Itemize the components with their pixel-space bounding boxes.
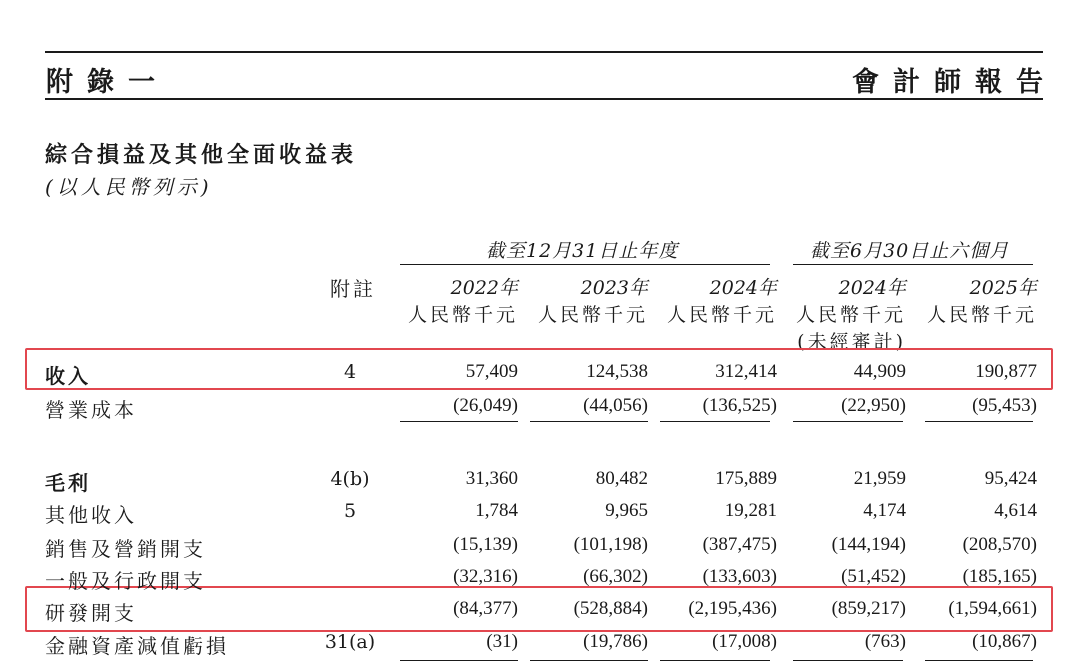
row-value: 31,360: [465, 468, 518, 489]
row-value: (136,525): [702, 395, 777, 416]
row-value: 44,909: [853, 361, 906, 382]
column-unit: 人民幣千元: [926, 304, 1037, 326]
column-unit: 人民幣千元: [795, 304, 906, 326]
row-value: 190,877: [975, 361, 1037, 382]
subtotal-underline: [660, 421, 770, 422]
subtotal-underline: [530, 421, 648, 422]
row-value: (19,786): [583, 631, 648, 652]
row-value: 312,414: [715, 361, 777, 382]
period-full-year-rule: [400, 264, 770, 265]
note-column-heading: 附註: [330, 277, 376, 301]
column-year: 2022年: [450, 277, 518, 299]
column-unaudited-note: (未經審計): [797, 331, 906, 353]
subtotal-underline: [793, 660, 903, 661]
row-value: (387,475): [702, 534, 777, 555]
row-value: (22,950): [841, 395, 906, 416]
row-value: (31): [486, 631, 518, 652]
row-label: 毛利: [45, 471, 91, 495]
row-value: (528,884): [573, 598, 648, 619]
row-value: 9,965: [605, 500, 648, 521]
row-value: (101,198): [573, 534, 648, 555]
period-half-year: 截至6月30日止六個月: [810, 240, 1010, 262]
subtotal-underline: [925, 421, 1033, 422]
row-value: (15,139): [453, 534, 518, 555]
row-value: (859,217): [831, 598, 906, 619]
row-value: (2,195,436): [688, 598, 777, 619]
header-bottom-rule: [45, 98, 1043, 100]
row-label: 營業成本: [45, 398, 137, 422]
row-label: 金融資產減值虧損: [45, 634, 229, 658]
subtotal-underline: [400, 421, 518, 422]
row-value: (95,453): [972, 395, 1037, 416]
subtotal-underline: [530, 660, 648, 661]
row-label: 銷售及營銷開支: [45, 537, 206, 561]
column-year: 2023年: [580, 277, 648, 299]
column-unit: 人民幣千元: [666, 304, 777, 326]
row-value: (133,603): [702, 566, 777, 587]
statement-title: 綜合損益及其他全面收益表: [45, 142, 358, 168]
row-value: 19,281: [724, 500, 777, 521]
row-value: 4,174: [863, 500, 906, 521]
row-note-ref: 5: [343, 500, 357, 522]
period-full-year: 截至12月31日止年度: [486, 240, 679, 262]
row-value: 80,482: [595, 468, 648, 489]
subtotal-underline: [925, 660, 1033, 661]
column-year: 2025年: [969, 277, 1037, 299]
row-value: 175,889: [715, 468, 777, 489]
row-value: 95,424: [984, 468, 1037, 489]
row-value: (763): [864, 631, 906, 652]
row-value: (144,194): [831, 534, 906, 555]
column-year: 2024年: [838, 277, 906, 299]
row-value: 4,614: [994, 500, 1037, 521]
row-value: 21,959: [853, 468, 906, 489]
row-value: (44,056): [583, 395, 648, 416]
row-note-ref: 31(a): [324, 631, 376, 653]
row-value: (1,594,661): [948, 598, 1037, 619]
subtotal-underline: [793, 421, 903, 422]
row-value: (32,316): [453, 566, 518, 587]
row-label: 其他收入: [45, 503, 137, 527]
subtotal-underline: [660, 660, 770, 661]
column-year: 2024年: [709, 277, 777, 299]
report-label: 會計師報告: [852, 67, 1057, 98]
column-unit: 人民幣千元: [537, 304, 648, 326]
header-top-rule: [45, 51, 1043, 53]
row-note-ref: 4: [343, 361, 357, 383]
row-value: 57,409: [465, 361, 518, 382]
row-note-ref: 4(b): [330, 468, 370, 490]
row-value: (66,302): [583, 566, 648, 587]
column-unit: 人民幣千元: [407, 304, 518, 326]
row-value: 124,538: [586, 361, 648, 382]
row-value: (51,452): [841, 566, 906, 587]
row-label: 研發開支: [45, 601, 137, 625]
row-value: (84,377): [453, 598, 518, 619]
row-label: 收入: [45, 364, 91, 388]
row-value: (10,867): [972, 631, 1037, 652]
row-value: (17,008): [712, 631, 777, 652]
row-value: (26,049): [453, 395, 518, 416]
statement-subtitle: (以人民幣列示): [45, 175, 213, 199]
row-label: 一般及行政開支: [45, 569, 206, 593]
subtotal-underline: [400, 660, 518, 661]
row-value: 1,784: [475, 500, 518, 521]
period-half-year-rule: [793, 264, 1033, 265]
appendix-label: 附錄一: [46, 67, 169, 98]
row-value: (185,165): [962, 566, 1037, 587]
row-value: (208,570): [962, 534, 1037, 555]
